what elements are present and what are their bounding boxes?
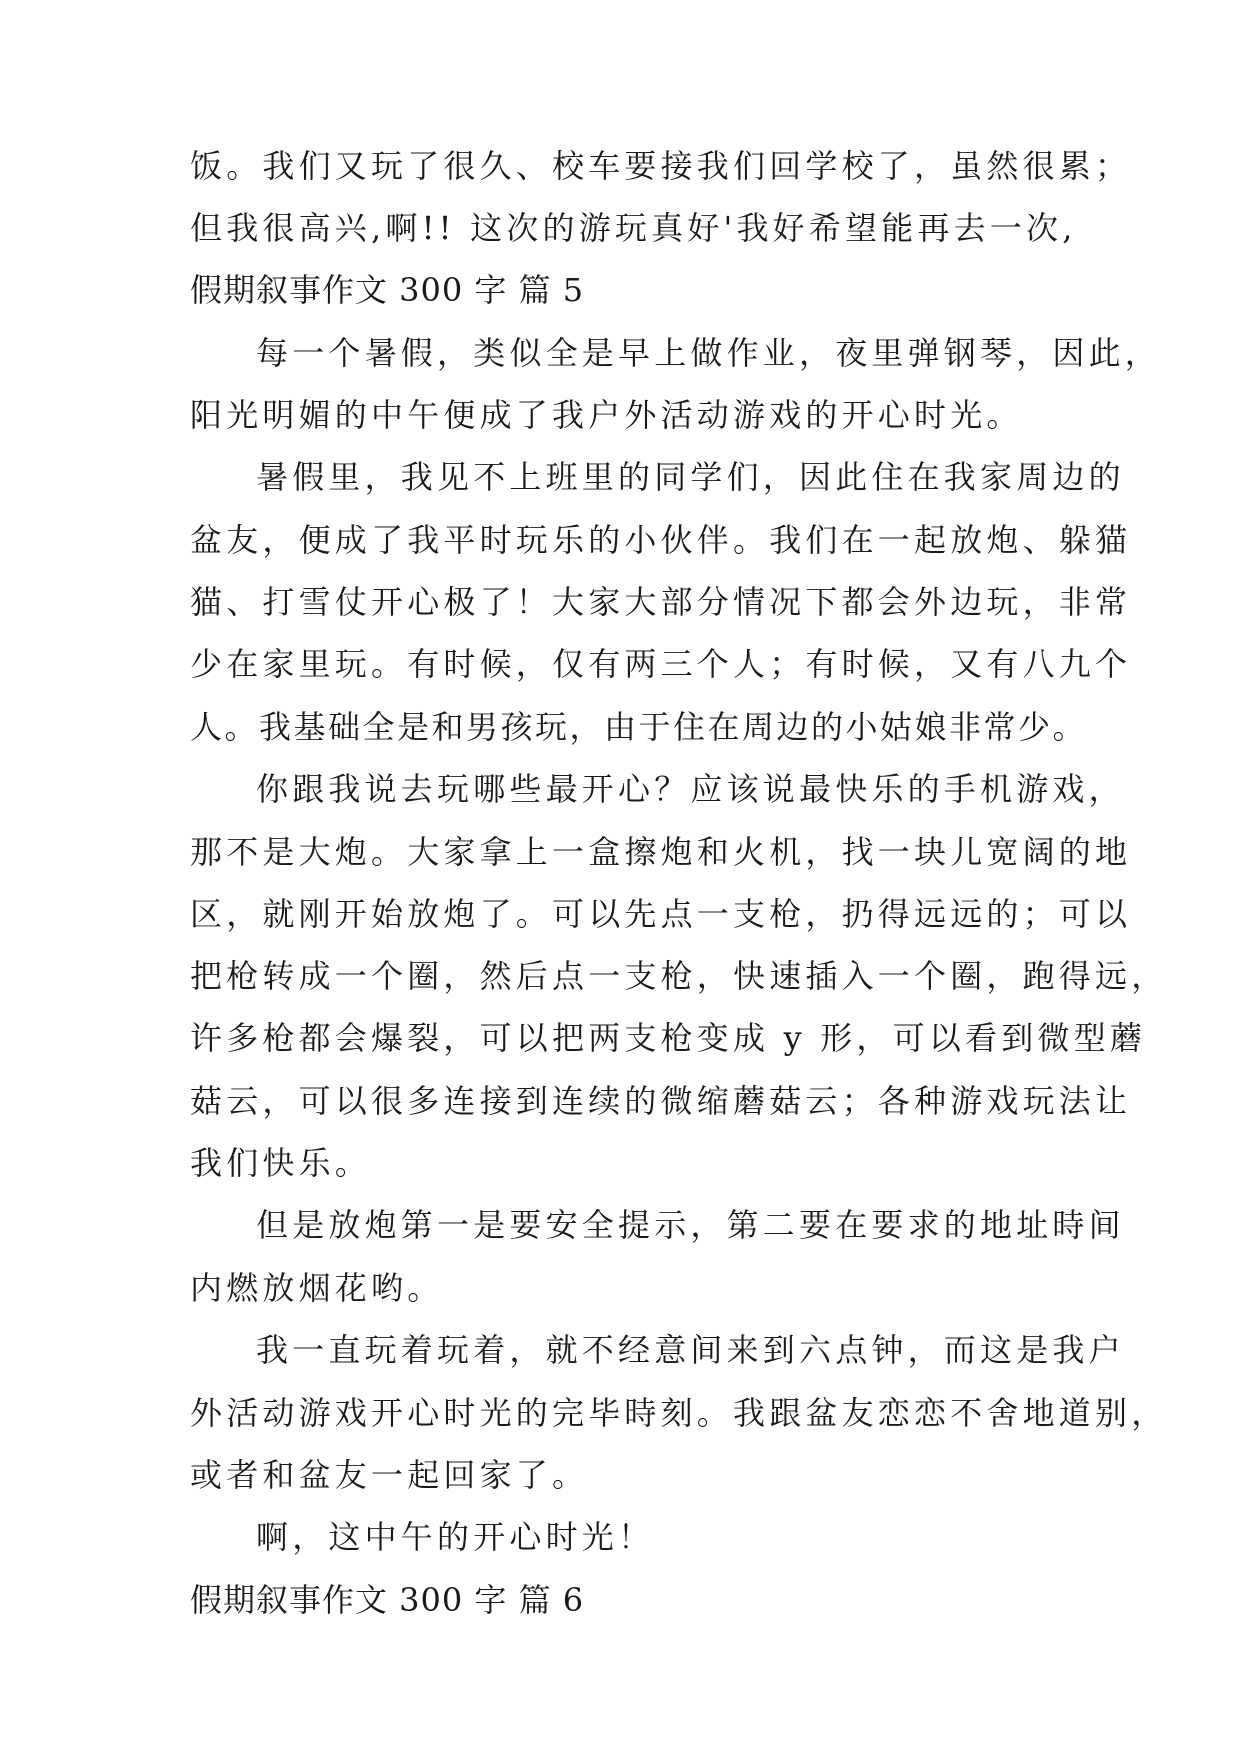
paragraph-line: 盆友，便成了我平时玩乐的小伙伴。我们在一起放炮、躲猫	[190, 521, 1132, 559]
paragraph-line: 少在家里玩。有时候，仅有两三个人；有时候，又有八九个	[190, 645, 1132, 683]
paragraph-line: 我一直玩着玩着，就不经意间来到六点钟，而这是我户	[256, 1331, 1125, 1369]
paragraph-line: 区，就刚开始放炮了。可以先点一支枪，扔得远远的；可以	[190, 895, 1132, 933]
paragraph-line: 暑假里，我见不上班里的同学们，因此住在我家周边的	[256, 458, 1125, 496]
paragraph-line: 那不是大炮。大家拿上一盒擦炮和火机，找一块儿宽阔的地	[190, 833, 1132, 871]
paragraph-line: 阳光明媚的中午便成了我户外活动游戏的开心时光。	[190, 396, 1023, 434]
paragraph-line: 把枪转成一个圈，然后点一支枪，快速插入一个圈，跑得远，	[190, 957, 1168, 995]
paragraph-line: 或者和盆友一起回家了。	[190, 1456, 589, 1494]
paragraph-line: 菇云，可以很多连接到连续的微缩蘑菇云；各种游戏玩法让	[190, 1082, 1132, 1120]
paragraph-line: 你跟我说去玩哪些最开心？应该说最快乐的手机游戏，	[256, 770, 1125, 808]
paragraph-line: 人。我基础全是和男孩玩，由于住在周边的小姑娘非常少。	[190, 708, 1088, 746]
paragraph-line: 猫、打雪仗开心极了！大家大部分情况下都会外边玩，非常	[190, 583, 1132, 621]
paragraph-line: 啊，这中午的开心时光！	[256, 1518, 655, 1556]
paragraph-line: 但是放炮第一是要安全提示，第二要在要求的地址時间	[256, 1206, 1125, 1244]
paragraph-line: 内燃放烟花哟。	[190, 1269, 444, 1307]
paragraph-line: 许多枪都会爆裂，可以把两支枪变成 y 形，可以看到微型蘑	[190, 1019, 1147, 1057]
text-line: 但我很高兴,啊!! 这次的游玩真好'我好希望能再去一次,	[190, 209, 1077, 247]
section-heading: 假期叙事作文 300 字 篇 5	[190, 271, 585, 309]
section-heading: 假期叙事作文 300 字 篇 6	[190, 1581, 585, 1619]
paragraph-line: 每一个暑假，类似全是早上做作业，夜里弹钢琴，因此，	[256, 334, 1162, 372]
paragraph-line: 我们快乐。	[190, 1144, 372, 1182]
paragraph-line: 外活动游戏开心时光的完毕時刻。我跟盆友恋恋不舍地道别，	[190, 1394, 1168, 1432]
text-line: 饭。我们又玩了很久、校车要接我们回学校了，虽然很累；	[190, 147, 1132, 185]
